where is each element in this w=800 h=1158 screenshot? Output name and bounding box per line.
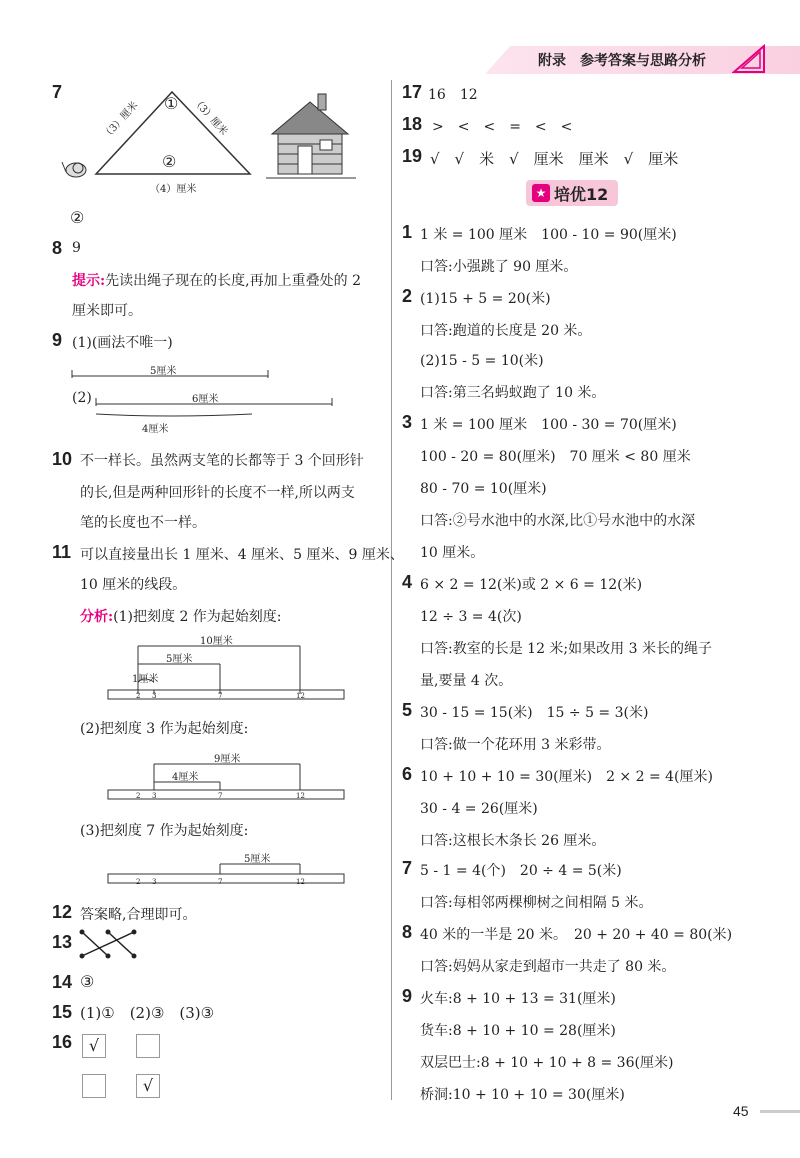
ruler-label: 4厘米 <box>172 772 199 783</box>
question-number: 8 <box>402 922 413 942</box>
answer-line: ③ <box>80 972 95 991</box>
answer-line: (2)15 - 5 = 10(米) <box>420 353 544 369</box>
ruler-tick: 2 <box>136 692 141 700</box>
answer-line: 6 × 2 = 12(米)或 2 × 6 = 12(米) <box>420 577 643 593</box>
hint-label: 提示: <box>72 273 106 289</box>
checkbox-empty <box>136 1034 160 1058</box>
question-number: 15 <box>52 1002 73 1022</box>
answer-line: 桥洞:10 + 10 + 10 = 30(厘米) <box>420 1087 625 1103</box>
answer-line: 1 米 = 100 厘米 100 - 10 = 90(厘米) <box>420 227 677 243</box>
star-icon: ★ <box>532 184 550 202</box>
ruler-tick: 7 <box>218 878 223 886</box>
answer-line: 口答:小强跳了 90 厘米。 <box>420 259 578 275</box>
segment-label: 6厘米 <box>192 394 219 405</box>
question-number: 9 <box>52 330 63 350</box>
answer-line: 12 ÷ 3 = 4(次) <box>420 609 522 625</box>
answer-line: 1 米 = 100 厘米 100 - 30 = 70(厘米) <box>420 417 677 433</box>
answer-line: 火车:8 + 10 + 13 = 31(厘米) <box>420 991 616 1007</box>
answer-line: 口答:妈妈从家走到超市一共走了 80 米。 <box>420 959 676 975</box>
ruler-label: 10厘米 <box>200 636 233 647</box>
q9-part2: (2) <box>72 390 92 406</box>
answer-line: 30 - 4 = 26(厘米) <box>420 801 538 817</box>
answer-line: 笔的长度也不一样。 <box>80 515 206 531</box>
page-header-title: 附录 参考答案与思路分析 <box>538 53 706 69</box>
ruler-tick: 3 <box>152 692 157 700</box>
triangle-left-side-label: （3）厘米 <box>101 99 141 142</box>
hint-text: 先读出绳子现在的长度,再加上重叠处的 2 <box>105 273 361 289</box>
answer-line: 口答:第三名蚂蚁跑了 10 米。 <box>420 385 606 401</box>
matching-lines <box>78 928 138 960</box>
question-number: 8 <box>52 238 63 258</box>
answer-line: 双层巴士:8 + 10 + 10 + 8 = 36(厘米) <box>420 1055 674 1071</box>
snail-icon <box>62 162 86 177</box>
answer-line: 口答:每相邻两棵柳树之间相隔 5 米。 <box>420 895 653 911</box>
q8-answer: 9 <box>72 240 81 256</box>
question-number: 2 <box>402 286 413 306</box>
answer-line: √ √ 米 √ 厘米 厘米 √ 厘米 <box>430 150 679 168</box>
question-number: 13 <box>52 932 73 952</box>
question-number: 10 <box>52 449 73 469</box>
checkbox-empty <box>82 1074 106 1098</box>
triangle-bottom-label: （4）厘米 <box>150 184 197 195</box>
answer-line: > < < = < < <box>432 119 573 135</box>
answer-line: 货车:8 + 10 + 10 = 28(厘米) <box>420 1023 616 1039</box>
answer-line: 口答:②号水池中的水深,比①号水池中的水深 <box>420 513 696 529</box>
section-title: 培优12 <box>554 185 609 204</box>
ruler-tick: 3 <box>152 792 157 800</box>
ruler-triangle-icon <box>732 44 766 74</box>
column-divider <box>391 80 392 1100</box>
answer-line: 10 + 10 + 10 = 30(厘米) 2 × 2 = 4(厘米) <box>420 769 713 785</box>
analysis-label: 分析: <box>80 609 114 625</box>
analysis-text: (2)把刻度 3 作为起始刻度: <box>80 721 249 737</box>
hint-text: 厘米即可。 <box>72 303 142 319</box>
checkbox-checked: √ <box>82 1034 106 1058</box>
ruler-tick: 7 <box>218 792 223 800</box>
section-badge <box>526 180 618 206</box>
question-number: 11 <box>52 542 72 562</box>
answer-line: 16 12 <box>428 87 478 103</box>
analysis-text: (1)把刻度 2 作为起始刻度: <box>113 609 282 625</box>
answer-line: 100 - 20 = 80(厘米) 70 厘米 < 80 厘米 <box>420 449 691 465</box>
answer-line: 5 - 1 = 4(个) 20 ÷ 4 = 5(米) <box>420 863 622 879</box>
answer-line: 答案略,合理即可。 <box>80 907 197 923</box>
ruler-tick: 12 <box>296 792 305 800</box>
q7-answer: ② <box>70 208 85 227</box>
answer-line: 10 厘米的线段。 <box>80 577 187 593</box>
answer-line: (1)① (2)③ (3)③ <box>80 1004 215 1022</box>
question-number: 6 <box>402 764 413 784</box>
triangle-label-top: ① <box>164 94 179 113</box>
ruler-label: 5厘米 <box>166 654 193 665</box>
page-bar <box>760 1110 800 1113</box>
answer-line: 口答:做一个花环用 3 米彩带。 <box>420 737 611 753</box>
ruler-tick: 2 <box>136 878 141 886</box>
ruler-tick: 7 <box>218 692 223 700</box>
q9-part1: (1)(画法不唯一) <box>72 335 173 351</box>
answer-line: 的长,但是两种回形针的长度不一样,所以两支 <box>80 485 355 501</box>
segment-drawings <box>70 362 370 432</box>
answer-line: 40 米的一半是 20 米。 20 + 20 + 40 = 80(米) <box>420 927 733 943</box>
question-number: 18 <box>402 114 423 134</box>
question-number: 5 <box>402 700 413 720</box>
question-number: 3 <box>402 412 413 432</box>
triangle-right-side-label: （3）厘米 <box>190 95 230 138</box>
ruler-tick: 12 <box>296 878 305 886</box>
ruler-label: 5厘米 <box>244 854 271 865</box>
answer-line: 口答:跑道的长度是 20 米。 <box>420 323 592 339</box>
answer-line: 30 - 15 = 15(米) 15 ÷ 5 = 3(米) <box>420 705 649 721</box>
answer-line: 量,要量 4 次。 <box>420 673 513 689</box>
segment-label: 4厘米 <box>142 424 169 435</box>
question-number: 7 <box>402 858 413 878</box>
answer-line: 10 厘米。 <box>420 545 485 561</box>
house-icon <box>266 94 356 178</box>
answer-line: 口答:教室的长是 12 米;如果改用 3 米长的绳子 <box>420 641 712 657</box>
question-number: 17 <box>402 82 423 102</box>
page-number: 45 <box>733 1103 749 1119</box>
answer-line: 不一样长。虽然两支笔的长都等于 3 个回形针 <box>80 453 364 469</box>
question-number: 7 <box>52 82 63 102</box>
ruler-tick: 2 <box>136 792 141 800</box>
question-number: 16 <box>52 1032 73 1052</box>
answer-line: (1)15 + 5 = 20(米) <box>420 291 551 307</box>
question-number: 19 <box>402 146 423 166</box>
ruler-tick: 3 <box>152 878 157 886</box>
segment-label: 5厘米 <box>150 366 177 377</box>
ruler-tick: 12 <box>296 692 305 700</box>
question-number: 1 <box>402 222 413 242</box>
triangle-label-middle: ② <box>162 152 177 171</box>
checkbox-checked: √ <box>136 1074 160 1098</box>
question-number: 4 <box>402 572 413 592</box>
ruler-diagram-3 <box>104 848 354 890</box>
question-number: 14 <box>52 972 73 992</box>
question-number: 12 <box>52 902 73 922</box>
answer-line: 口答:这根长木条长 26 厘米。 <box>420 833 606 849</box>
ruler-label: 1厘米 <box>132 674 159 685</box>
question-number: 9 <box>402 986 413 1006</box>
analysis-text: (3)把刻度 7 作为起始刻度: <box>80 823 249 839</box>
ruler-label: 9厘米 <box>214 754 241 765</box>
answer-line: 可以直接量出长 1 厘米、4 厘米、5 厘米、9 厘米、 <box>80 547 404 563</box>
answer-line: 80 - 70 = 10(厘米) <box>420 481 547 497</box>
